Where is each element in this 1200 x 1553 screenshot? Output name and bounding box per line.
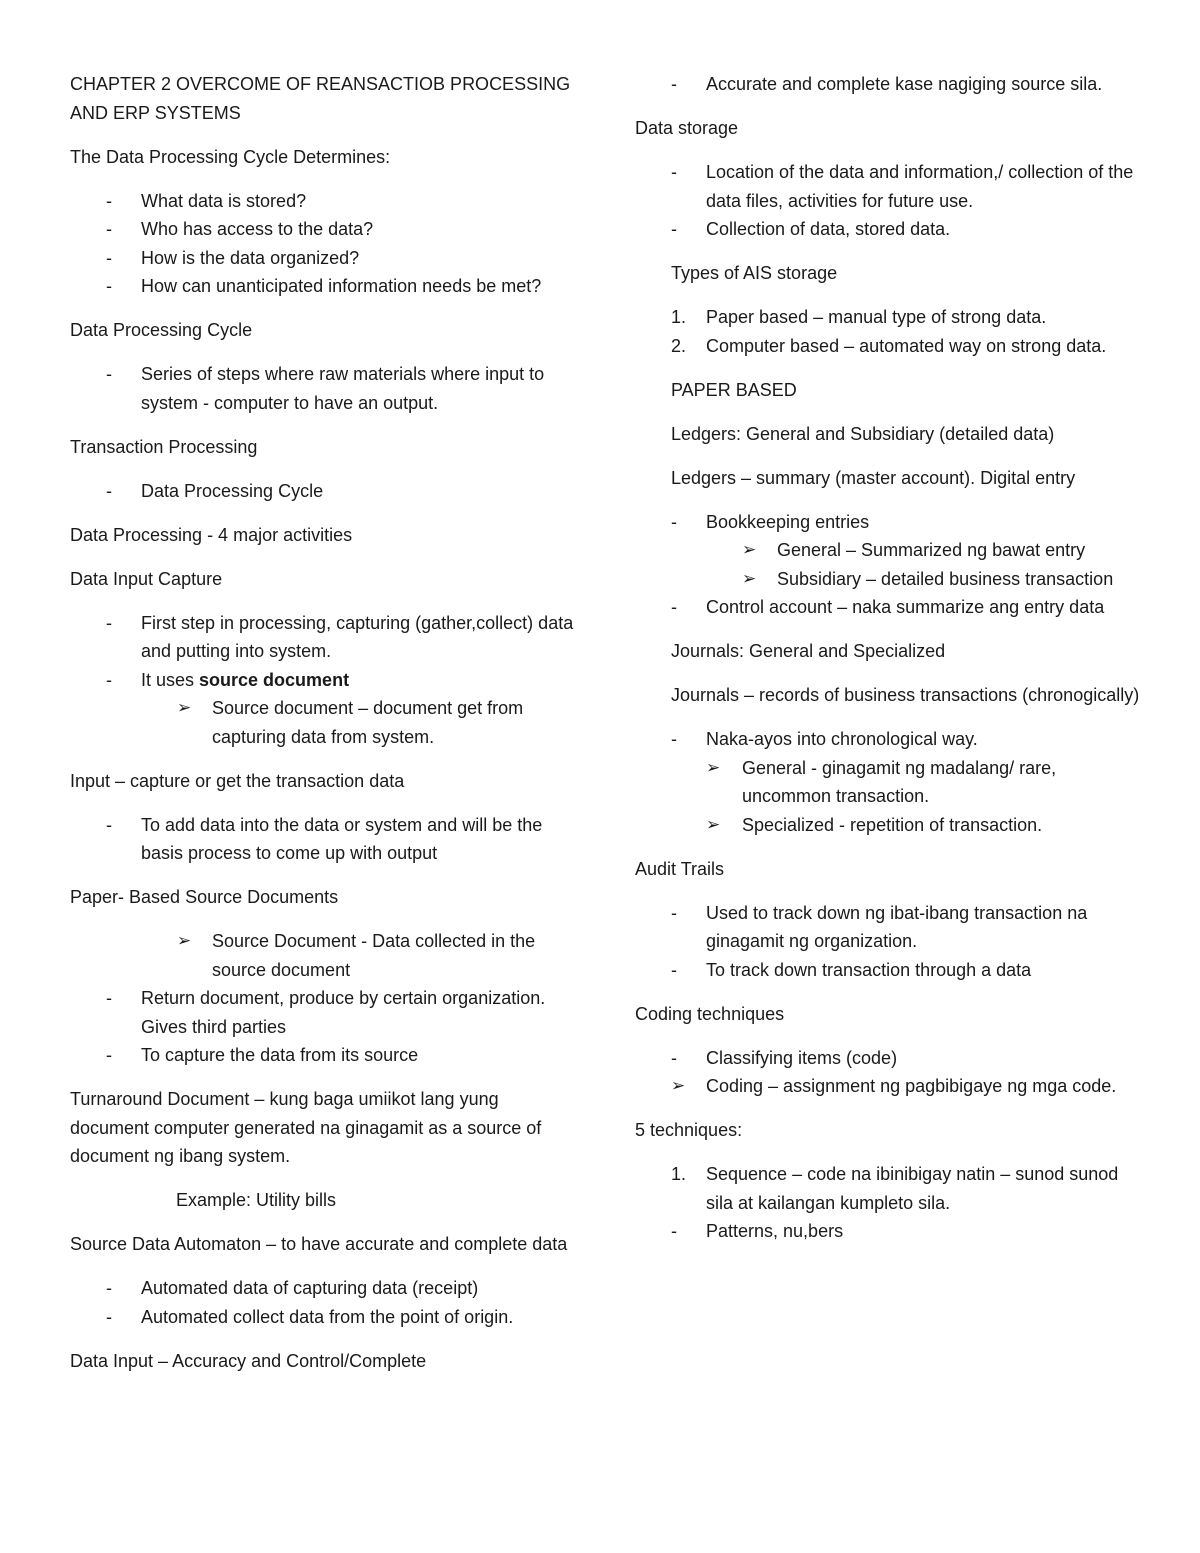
- list-item: - What data is stored?: [70, 187, 575, 216]
- data-input-heading: Data Input – Accuracy and Control/Complete: [70, 1350, 427, 1371]
- dash-marker: -: [106, 480, 112, 501]
- list-item: - To track down transaction through a data: [635, 956, 1140, 985]
- heading-input-capture: Data Input Capture: [70, 568, 223, 589]
- journals-line-1: Journals: General and Specialized: [671, 641, 946, 661]
- dash-marker: -: [106, 612, 112, 633]
- heading-audit-trails: Audit Trails: [635, 858, 725, 879]
- input-list: [70, 811, 575, 868]
- bookkeeping-list: [635, 508, 1140, 622]
- list-item: 2. Computer based – automated way on strong data.: [635, 332, 1140, 361]
- dash-marker: -: [671, 511, 677, 532]
- heading-cycle: Data Processing Cycle: [70, 320, 253, 340]
- storage-list: [635, 158, 1140, 244]
- sub-list-item: ➢ General - ginagamit ng madalang/ rare, uncommon transaction.: [635, 754, 1140, 811]
- arrow-bullet-icon: ➢: [706, 757, 721, 777]
- naka-list: [635, 725, 1140, 839]
- dash-marker: -: [106, 814, 112, 835]
- five-list: [635, 1160, 1140, 1246]
- dash-marker: -: [106, 988, 112, 1008]
- list-item: - Automated collect data from the point of origin.: [70, 1303, 575, 1332]
- heading-paper-based: PAPER BASED: [671, 379, 797, 400]
- ledgers-line-1: Ledgers: General and Subsidiary (detailed data): [671, 423, 1055, 444]
- journals-line-2: Journals – records of business transactions (chronogically): [671, 685, 1140, 705]
- list-item: - Patterns, nu,bers: [635, 1217, 1140, 1246]
- number-marker: 1.: [671, 307, 687, 327]
- example-line: Example: Utility bills: [176, 1190, 337, 1210]
- dash-marker: -: [671, 729, 677, 749]
- dash-marker: -: [671, 597, 677, 617]
- dash-marker: -: [106, 669, 112, 690]
- turnaround-paragraph: Turnaround Document – kung baga umiikot lang yung document computer generated na ginagamit as a source of document ng ibang system.: [70, 1089, 542, 1166]
- dash-marker: -: [106, 364, 112, 384]
- determines-list: [70, 187, 575, 301]
- list-item: - Used to track down ng ibat-ibang transaction na ginagamit ng organization.: [635, 899, 1140, 956]
- dash-marker: -: [671, 902, 677, 923]
- dash-marker: -: [671, 1047, 677, 1068]
- dash-marker: -: [671, 74, 677, 94]
- number-marker: 2.: [671, 335, 687, 356]
- list-item: - Naka-ayos into chronological way.: [635, 725, 1140, 754]
- bold-term: source document: [199, 669, 350, 690]
- coding-list: [635, 1044, 1140, 1101]
- arrow-bullet-icon: ➢: [742, 540, 757, 559]
- dash-marker: -: [106, 190, 112, 211]
- sub-list-item: ➢ Subsidiary – detailed business transaction: [635, 565, 1140, 594]
- ledgers-line-2: Ledgers – summary (master account). Digital entry: [671, 467, 1076, 488]
- heading-five-techniques: 5 techniques:: [635, 1120, 743, 1140]
- list-item: - How can unanticipated information needs be met?: [70, 272, 575, 301]
- list-item: - Return document, produce by certain organization. Gives third parties: [70, 984, 575, 1041]
- sub-list-item: ➢ Specialized - repetition of transaction.: [635, 811, 1140, 840]
- dash-marker: -: [106, 1278, 112, 1298]
- types-list: [635, 303, 1140, 360]
- heading-transaction-processing: Transaction Processing: [70, 436, 258, 457]
- dash-marker: -: [106, 1045, 112, 1065]
- list-item: - Classifying items (code): [635, 1044, 1140, 1073]
- number-marker: 1.: [671, 1164, 687, 1184]
- chapter-title-line-1: CHAPTER 2 OVERCOME OF REANSACTIOB PROCESSING: [70, 74, 571, 94]
- cycle-list: [70, 360, 575, 417]
- list-item: - Collection of data, stored data.: [635, 215, 1140, 244]
- list-item: - How is the data organized?: [70, 244, 575, 273]
- arrow-bullet-icon: ➢: [706, 814, 721, 834]
- dash-marker: -: [106, 219, 112, 239]
- heading-coding-techniques: Coding techniques: [635, 1003, 785, 1024]
- list-item: 1. Paper based – manual type of strong data.: [635, 303, 1140, 332]
- chapter-title: [70, 70, 575, 127]
- dash-marker: -: [671, 162, 677, 182]
- capture-list: [70, 609, 575, 752]
- heading-data-storage: Data storage: [635, 118, 739, 138]
- dash-marker: -: [106, 247, 112, 268]
- arrow-bullet-icon: ➢: [177, 931, 192, 950]
- list-item: ➢ Coding – assignment ng pagbibigaye ng mga code.: [635, 1072, 1140, 1101]
- list-item: - Data Processing Cycle: [70, 477, 575, 506]
- list-item: - To capture the data from its source: [70, 1041, 575, 1070]
- source-data-automation: Source Data Automaton – to have accurate and complete data: [70, 1234, 568, 1254]
- list-item: - To add data into the data or system and will be the basis process to come up with output: [70, 811, 575, 868]
- list-item: - Automated data of capturing data (receipt): [70, 1274, 575, 1303]
- list-item: 1. Sequence – code na ibinibigay natin – sunod sunod sila at kailangan kumpleto sila.: [635, 1160, 1140, 1217]
- arrow-bullet-icon: ➢: [177, 698, 192, 717]
- dash-marker: -: [671, 959, 677, 980]
- left-column: [70, 70, 575, 1391]
- list-item: - Location of the data and information,/ collection of the data files, activities for future use.: [635, 158, 1140, 215]
- top-list: [635, 70, 1140, 99]
- paper-list: [70, 927, 575, 1070]
- list-item: - Control account – naka summarize ang entry data: [635, 593, 1140, 622]
- audit-list: [635, 899, 1140, 985]
- arrow-bullet-icon: ➢: [671, 1076, 686, 1095]
- sub-list-item: ➢ Source document – document get from capturing data from system.: [70, 694, 575, 751]
- dash-marker: -: [106, 276, 112, 296]
- list-item: - It uses source document: [70, 666, 575, 695]
- list-item: - First step in processing, capturing (gather,collect) data and putting into system.: [70, 609, 575, 666]
- sub-list-item: ➢ General – Summarized ng bawat entry: [635, 536, 1140, 565]
- list-item: - Bookkeeping entries: [635, 508, 1140, 537]
- dash-marker: -: [671, 1221, 677, 1241]
- heading-major-activities: Data Processing - 4 major activities: [70, 524, 353, 545]
- heading-types-ais: Types of AIS storage: [671, 263, 838, 283]
- list-item: - Who has access to the data?: [70, 215, 575, 244]
- sda-list: [70, 1274, 575, 1331]
- dash-marker: -: [671, 219, 677, 239]
- right-column: [635, 70, 1140, 1261]
- heading-paper-based-source: Paper- Based Source Documents: [70, 887, 339, 907]
- dash-marker: -: [106, 1306, 112, 1327]
- chapter-title-line-2: AND ERP SYSTEMS: [70, 102, 241, 123]
- sub-list-item: ➢ Source Document - Data collected in the source document: [70, 927, 575, 984]
- heading-determines: The Data Processing Cycle Determines:: [70, 146, 391, 167]
- heading-input: Input – capture or get the transaction data: [70, 770, 405, 791]
- list-item: - Series of steps where raw materials where input to system - computer to have an output.: [70, 360, 575, 417]
- arrow-bullet-icon: ➢: [742, 568, 757, 588]
- tp-list: [70, 477, 575, 506]
- list-item: - Accurate and complete kase nagiging source sila.: [635, 70, 1140, 99]
